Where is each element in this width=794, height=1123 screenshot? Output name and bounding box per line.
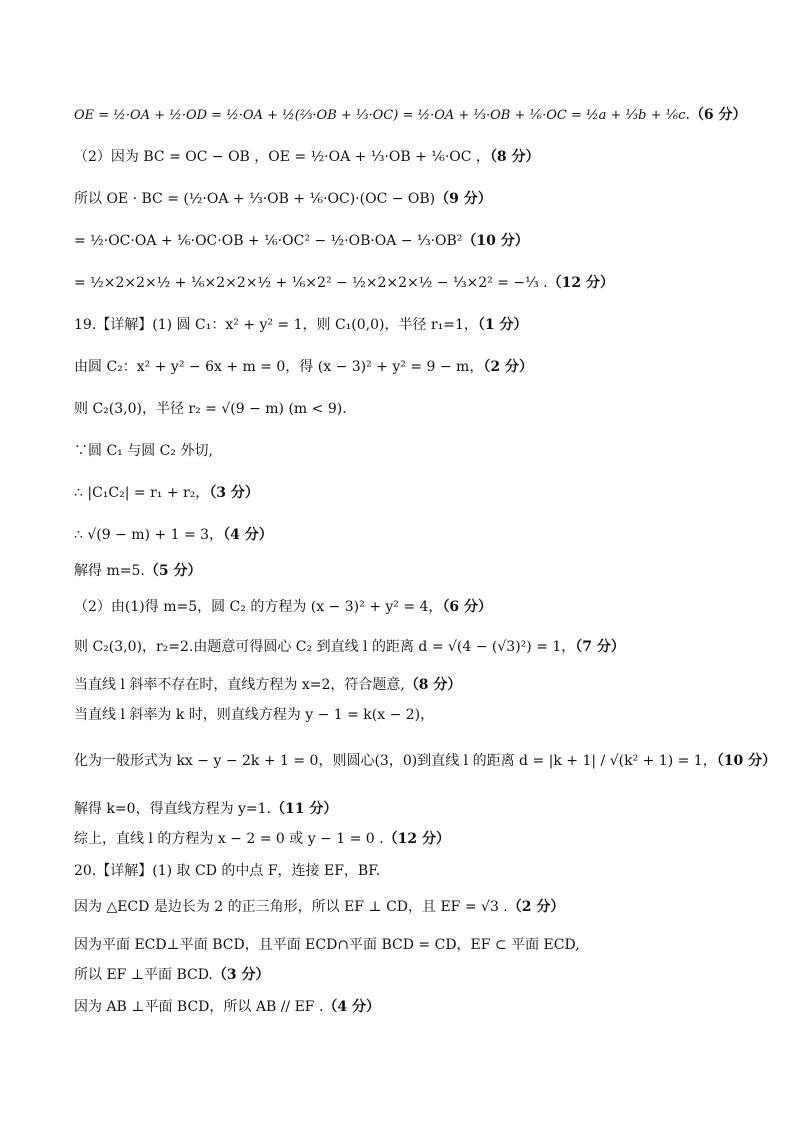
solution-line-22 — [74, 936, 580, 954]
score-mark: （2 分） — [483, 359, 533, 375]
line-text: ∵圆 C₁ 与圆 C₂ 外切, — [74, 443, 213, 459]
score-mark: （1 分） — [477, 317, 528, 333]
line-text: （2）因为 BC = OC − OB ，OE = ½·OA + ⅓·OB + ⅙·OC ， — [74, 149, 490, 165]
line-text: 19.【详解】(1) 圆 C₁：x² + y² = 1，则 C₁(0,0)，半径 r₁=1， — [74, 317, 478, 333]
score-mark: （2 分） — [507, 899, 565, 915]
line-text: ∴ √(9 − m) + 1 = 3， — [74, 527, 224, 543]
solution-line-17 — [74, 752, 776, 770]
score-mark: （5 分） — [144, 563, 202, 579]
solution-line-18 — [74, 800, 337, 818]
solution-line-4 — [74, 232, 529, 250]
score-mark: （12 分） — [383, 831, 450, 847]
solution-line-8 — [74, 400, 347, 418]
solution-line-11 — [74, 526, 273, 544]
vector-expression: OE = ½·OA + ½·OD = ½·OA + ½(⅔·OB + ⅓·OC) = ½·OA + ⅓·OB + ⅙·OC = ½a + ⅓b + ⅙c — [74, 108, 686, 123]
solution-line-14 — [74, 638, 625, 656]
score-mark: （4 分） — [223, 527, 273, 543]
score-mark: （3 分） — [209, 485, 259, 501]
solution-line-16 — [74, 706, 434, 724]
solution-line-3 — [74, 190, 492, 208]
score-mark: （10 分） — [716, 753, 777, 769]
line-text: 因为 △ECD 是边长为 2 的正三角形，所以 EF ⊥ CD，且 EF = √3 . — [74, 899, 508, 915]
score-mark: （9 分） — [435, 191, 492, 207]
solution-line-21 — [74, 898, 564, 916]
line-text: 20.【详解】(1) 取 CD 的中点 F，连接 EF，BF. — [74, 863, 381, 879]
line-text: 因为 AB ⊥平面 BCD，所以 AB // EF . — [74, 999, 324, 1015]
solution-line-7 — [74, 358, 533, 376]
line-text: （2）由(1)得 m=5，圆 C₂ 的方程为 (x − 3)² + y² = 4， — [74, 599, 443, 615]
solution-line-13 — [74, 598, 492, 616]
line-text: = ½·OC·OA + ⅙·OC·OB + ⅙·OC² − ½·OB·OA − ⅓·OB² — [74, 233, 463, 249]
score-mark: （3 分） — [212, 967, 270, 983]
score-mark: （7 分） — [575, 639, 625, 655]
solution-line-23 — [74, 966, 270, 984]
solution-line-24 — [74, 998, 380, 1016]
solution-line-15 — [74, 676, 461, 694]
solution-line-19 — [74, 830, 450, 848]
line-text: 综上，直线 l 的方程为 x − 2 = 0 或 y − 1 = 0 . — [74, 831, 384, 847]
line-text: 由圆 C₂：x² + y² − 6x + m = 0，得 (x − 3)² + y² = 9 − m， — [74, 359, 484, 375]
solution-line-9 — [74, 442, 213, 460]
score-mark: （11 分） — [271, 801, 338, 817]
score-mark: （4 分） — [323, 999, 381, 1015]
line-text: ∴ |C₁C₂| = r₁ + r₂， — [74, 485, 210, 501]
score-mark: （6 分） — [689, 107, 747, 123]
line-text: 化为一般形式为 kx − y − 2k + 1 = 0，则圆心(3，0)到直线 l 的距离 d = |k + 1| / √(k² + 1) = 1， — [74, 753, 717, 769]
line-text: 解得 k=0，得直线方程为 y=1. — [74, 801, 272, 817]
solution-line-2 — [74, 148, 540, 166]
solution-line-1 — [74, 106, 747, 125]
line-text: 当直线 l 斜率为 k 时，则直线方程为 y − 1 = k(x − 2)， — [74, 707, 435, 723]
line-text: . — [685, 107, 690, 123]
solution-line-6 — [74, 316, 528, 334]
score-mark: （12 分） — [547, 275, 614, 291]
solution-line-20 — [74, 862, 380, 880]
line-text: 所以 OE · BC = (½·OA + ⅓·OB + ⅙·OC)·(OC − OB) — [74, 191, 436, 207]
line-text: 则 C₂(3,0)，r₂=2.由题意可得圆心 C₂ 到直线 l 的距离 d = √(4 − (√3)²) = 1， — [74, 639, 576, 655]
line-text: 所以 EF ⊥平面 BCD. — [74, 967, 213, 983]
solution-line-5 — [74, 274, 614, 292]
score-mark: （8 分） — [404, 677, 462, 693]
score-mark: （6 分） — [442, 599, 493, 615]
line-text: = ½×2×2×½ + ⅙×2×2×½ + ⅙×2² − ½×2×2×½ − ⅓×2² = −⅓ . — [74, 275, 548, 291]
solution-line-10 — [74, 484, 259, 502]
line-text: 当直线 l 斜率不存在时，直线方程为 x=2，符合题意, — [74, 677, 405, 693]
score-mark: （10 分） — [462, 233, 529, 249]
line-text: 解得 m=5. — [74, 563, 145, 579]
score-mark: （8 分） — [489, 149, 540, 165]
solution-line-12 — [74, 562, 201, 580]
line-text: 则 C₂(3,0)，半径 r₂ = √(9 − m) (m < 9). — [74, 401, 347, 417]
line-text: 因为平面 ECD⊥平面 BCD，且平面 ECD∩平面 BCD = CD，EF ⊂ 平面 ECD, — [74, 937, 580, 953]
